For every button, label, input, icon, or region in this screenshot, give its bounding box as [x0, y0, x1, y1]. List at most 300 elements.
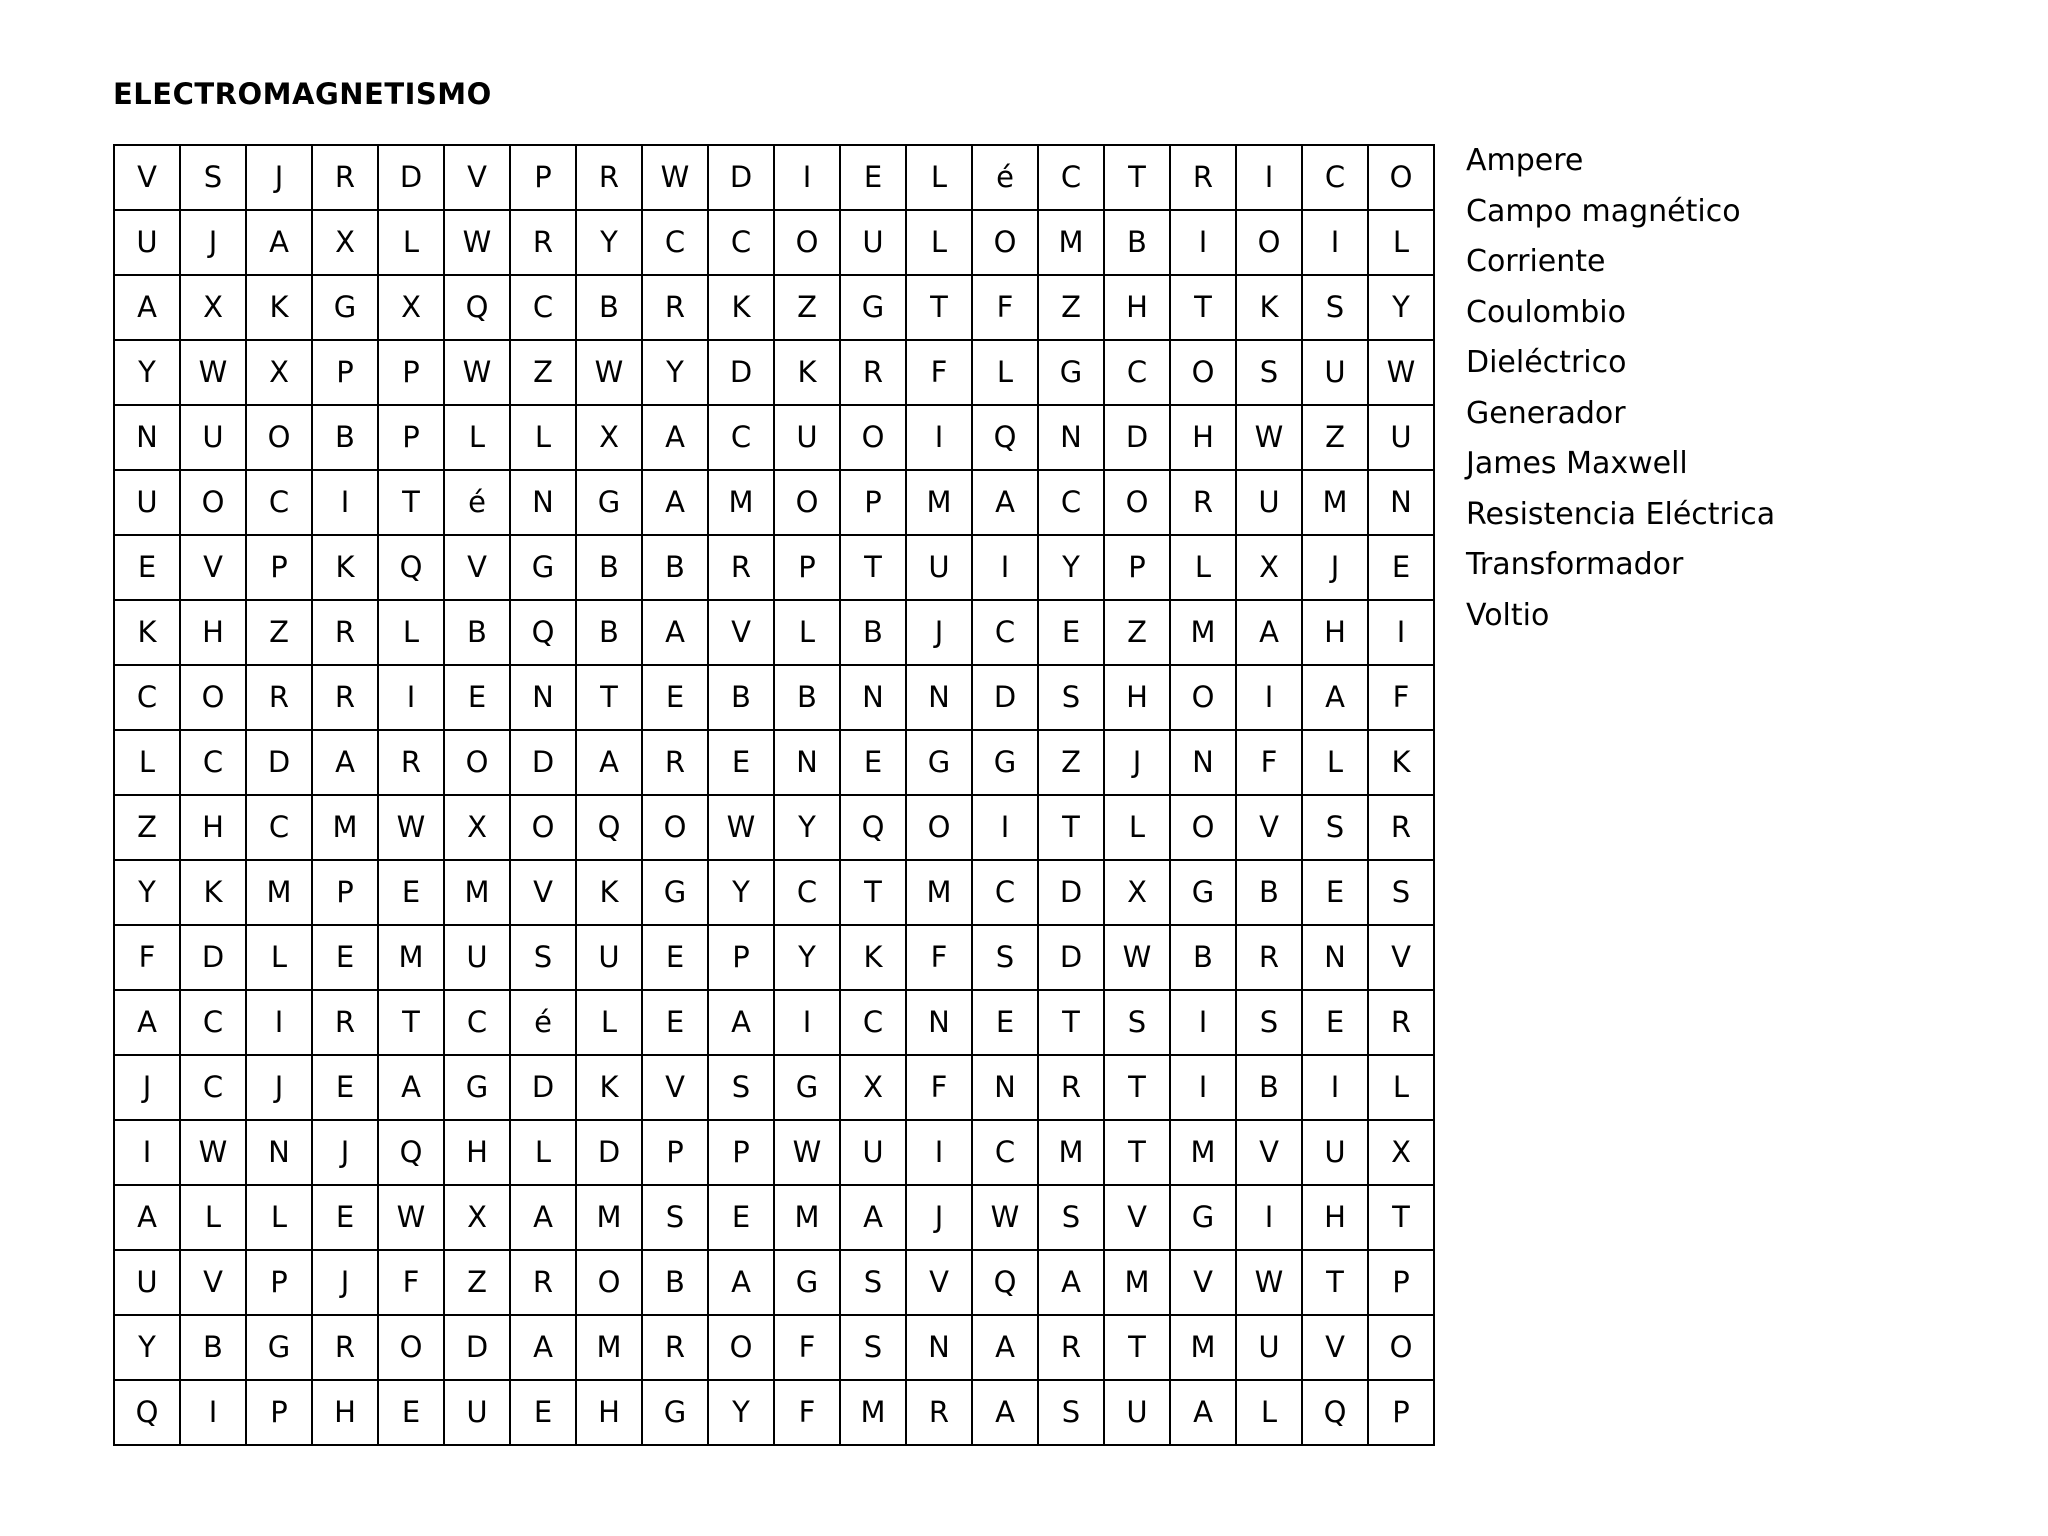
grid-cell: O	[1236, 210, 1302, 275]
grid-cell: N	[774, 730, 840, 795]
grid-row	[114, 405, 1434, 470]
grid-cell: K	[840, 925, 906, 990]
grid-cell: K	[1368, 730, 1434, 795]
grid-cell: T	[1038, 795, 1104, 860]
grid-cell: C	[774, 860, 840, 925]
grid-row	[114, 145, 1434, 210]
grid-cell: Y	[114, 1315, 180, 1380]
grid-cell: F	[1368, 665, 1434, 730]
grid-cell: N	[840, 665, 906, 730]
grid-cell: O	[1104, 470, 1170, 535]
word-list-item: Dieléctrico	[1466, 345, 1627, 380]
grid-cell: Z	[774, 275, 840, 340]
grid-cell: A	[972, 470, 1038, 535]
grid-cell: A	[1302, 665, 1368, 730]
grid-cell: M	[378, 925, 444, 990]
grid-cell: I	[1368, 600, 1434, 665]
grid-cell: H	[1104, 665, 1170, 730]
grid-cell: E	[1302, 860, 1368, 925]
grid-cell: L	[378, 600, 444, 665]
grid-cell: G	[246, 1315, 312, 1380]
grid-cell: B	[774, 665, 840, 730]
grid-cell: R	[642, 730, 708, 795]
grid-cell: H	[1104, 275, 1170, 340]
grid-cell: Y	[1038, 535, 1104, 600]
grid-row	[114, 535, 1434, 600]
word-list-item: Campo magnético	[1466, 193, 1741, 229]
grid-cell: H	[1170, 405, 1236, 470]
grid-cell: U	[774, 405, 840, 470]
grid-cell: B	[576, 600, 642, 665]
grid-cell: R	[246, 665, 312, 730]
grid-cell: G	[1170, 860, 1236, 925]
grid-cell: V	[180, 1250, 246, 1315]
grid-row	[114, 730, 1434, 795]
grid-cell: R	[840, 340, 906, 405]
grid-cell: X	[576, 405, 642, 470]
grid-cell: C	[180, 1055, 246, 1120]
grid-cell: V	[1236, 795, 1302, 860]
grid-cell: D	[576, 1120, 642, 1185]
grid-cell: F	[906, 340, 972, 405]
grid-cell: W	[444, 340, 510, 405]
grid-cell: N	[1038, 405, 1104, 470]
grid-cell: R	[312, 145, 378, 210]
grid-cell: Y	[1368, 275, 1434, 340]
grid-cell: P	[378, 340, 444, 405]
grid-cell: E	[312, 925, 378, 990]
grid-cell: E	[114, 535, 180, 600]
grid-cell: W	[972, 1185, 1038, 1250]
grid-cell: F	[972, 275, 1038, 340]
grid-cell: A	[378, 1055, 444, 1120]
grid-cell: B	[444, 600, 510, 665]
grid-cell: O	[708, 1315, 774, 1380]
grid-cell: R	[642, 275, 708, 340]
grid-cell: R	[1236, 925, 1302, 990]
grid-cell: Z	[444, 1250, 510, 1315]
grid-cell: G	[972, 730, 1038, 795]
grid-cell: A	[708, 1250, 774, 1315]
grid-cell: Z	[114, 795, 180, 860]
grid-cell: E	[378, 1380, 444, 1445]
grid-cell: N	[510, 665, 576, 730]
grid-cell: Z	[1038, 730, 1104, 795]
grid-cell: E	[1368, 535, 1434, 600]
grid-cell: O	[840, 405, 906, 470]
grid-cell: Y	[642, 340, 708, 405]
grid-cell: L	[1368, 210, 1434, 275]
grid-cell: G	[1170, 1185, 1236, 1250]
grid-cell: R	[642, 1315, 708, 1380]
grid-cell: M	[840, 1380, 906, 1445]
grid-cell: E	[642, 665, 708, 730]
grid-cell: R	[312, 665, 378, 730]
grid-cell: Q	[1302, 1380, 1368, 1445]
grid-cell: N	[972, 1055, 1038, 1120]
grid-row	[114, 795, 1434, 860]
grid-cell: S	[1368, 860, 1434, 925]
grid-cell: B	[576, 275, 642, 340]
grid-cell: O	[972, 210, 1038, 275]
grid-cell: V	[1236, 1120, 1302, 1185]
grid-cell: A	[312, 730, 378, 795]
grid-cell: W	[378, 1185, 444, 1250]
grid-row	[114, 925, 1434, 990]
grid-cell: U	[1368, 405, 1434, 470]
grid-cell: P	[246, 1380, 312, 1445]
grid-cell: D	[708, 340, 774, 405]
grid-cell: L	[378, 210, 444, 275]
grid-cell: S	[1236, 990, 1302, 1055]
grid-cell: W	[444, 210, 510, 275]
grid-cell: C	[972, 860, 1038, 925]
grid-row	[114, 210, 1434, 275]
grid-cell: I	[1236, 665, 1302, 730]
grid-cell: V	[1302, 1315, 1368, 1380]
grid-cell: S	[840, 1315, 906, 1380]
word-list-item: Generador	[1466, 395, 1626, 431]
grid-cell: L	[444, 405, 510, 470]
grid-cell: M	[1170, 1120, 1236, 1185]
grid-cell: Q	[576, 795, 642, 860]
grid-cell: P	[708, 1120, 774, 1185]
grid-cell: C	[510, 275, 576, 340]
grid-cell: R	[1368, 795, 1434, 860]
grid-cell: O	[1368, 145, 1434, 210]
word-list-item: Ampere	[1466, 143, 1584, 178]
grid-row	[114, 1120, 1434, 1185]
grid-cell: C	[444, 990, 510, 1055]
grid-cell: D	[1104, 405, 1170, 470]
grid-cell: L	[774, 600, 840, 665]
grid-cell: U	[840, 210, 906, 275]
grid-cell: V	[114, 145, 180, 210]
grid-cell: T	[1170, 275, 1236, 340]
grid-cell: P	[708, 925, 774, 990]
grid-cell: B	[1236, 860, 1302, 925]
grid-cell: E	[1038, 600, 1104, 665]
grid-cell: P	[774, 535, 840, 600]
grid-cell: G	[840, 275, 906, 340]
grid-cell: G	[1038, 340, 1104, 405]
grid-cell: M	[1104, 1250, 1170, 1315]
grid-cell: M	[576, 1315, 642, 1380]
grid-cell: N	[906, 990, 972, 1055]
grid-cell: J	[180, 210, 246, 275]
grid-cell: L	[1302, 730, 1368, 795]
grid-cell: S	[1038, 665, 1104, 730]
grid-row	[114, 470, 1434, 535]
grid-cell: T	[906, 275, 972, 340]
grid-cell: M	[1170, 1315, 1236, 1380]
grid-cell: P	[1368, 1380, 1434, 1445]
grid-cell: G	[642, 860, 708, 925]
grid-cell: A	[510, 1185, 576, 1250]
grid-cell: M	[774, 1185, 840, 1250]
grid-cell: R	[906, 1380, 972, 1445]
grid-cell: R	[312, 1315, 378, 1380]
grid-cell: L	[972, 340, 1038, 405]
grid-cell: Y	[708, 1380, 774, 1445]
grid-cell: O	[444, 730, 510, 795]
grid-cell: X	[378, 275, 444, 340]
grid-cell: D	[444, 1315, 510, 1380]
grid-cell: P	[378, 405, 444, 470]
grid-row	[114, 275, 1434, 340]
grid-cell: T	[1104, 145, 1170, 210]
grid-cell: V	[906, 1250, 972, 1315]
grid-cell: M	[906, 860, 972, 925]
grid-cell: P	[840, 470, 906, 535]
grid-cell: J	[114, 1055, 180, 1120]
grid-cell: P	[312, 340, 378, 405]
grid-cell: O	[378, 1315, 444, 1380]
grid-cell: M	[444, 860, 510, 925]
grid-cell: K	[312, 535, 378, 600]
grid-cell: V	[1104, 1185, 1170, 1250]
grid-cell: G	[774, 1055, 840, 1120]
grid-cell: é	[444, 470, 510, 535]
grid-cell: F	[378, 1250, 444, 1315]
grid-row	[114, 600, 1434, 665]
grid-cell: O	[1170, 665, 1236, 730]
grid-cell: L	[114, 730, 180, 795]
grid-cell: A	[972, 1380, 1038, 1445]
grid-cell: B	[708, 665, 774, 730]
grid-cell: Q	[972, 405, 1038, 470]
grid-cell: X	[312, 210, 378, 275]
grid-cell: I	[1236, 145, 1302, 210]
page-title: ELECTROMAGNETISMO	[113, 77, 492, 111]
word-list-item: Resistencia Eléctrica	[1466, 496, 1776, 532]
grid-cell: R	[312, 990, 378, 1055]
grid-cell: M	[906, 470, 972, 535]
grid-cell: E	[708, 1185, 774, 1250]
grid-cell: A	[1170, 1380, 1236, 1445]
grid-cell: A	[1236, 600, 1302, 665]
grid-cell: R	[378, 730, 444, 795]
grid-cell: J	[246, 1055, 312, 1120]
grid-cell: M	[1038, 1120, 1104, 1185]
grid-cell: D	[510, 730, 576, 795]
grid-cell: I	[1302, 210, 1368, 275]
grid-cell: E	[1302, 990, 1368, 1055]
grid-cell: O	[576, 1250, 642, 1315]
grid-cell: C	[246, 470, 312, 535]
grid-cell: F	[114, 925, 180, 990]
grid-cell: S	[1236, 340, 1302, 405]
grid-row	[114, 1315, 1434, 1380]
grid-cell: M	[576, 1185, 642, 1250]
grid-cell: N	[246, 1120, 312, 1185]
grid-cell: Y	[114, 860, 180, 925]
grid-cell: S	[972, 925, 1038, 990]
grid-cell: X	[246, 340, 312, 405]
grid-cell: M	[708, 470, 774, 535]
grid-cell: A	[972, 1315, 1038, 1380]
grid-cell: C	[1104, 340, 1170, 405]
grid-cell: Y	[774, 925, 840, 990]
grid-cell: B	[180, 1315, 246, 1380]
grid-cell: R	[708, 535, 774, 600]
grid-cell: é	[972, 145, 1038, 210]
grid-cell: C	[708, 405, 774, 470]
grid-cell: C	[972, 1120, 1038, 1185]
grid-cell: I	[246, 990, 312, 1055]
grid-cell: C	[180, 730, 246, 795]
grid-cell: R	[1038, 1315, 1104, 1380]
grid-cell: G	[444, 1055, 510, 1120]
grid-cell: T	[840, 535, 906, 600]
grid-cell: C	[180, 990, 246, 1055]
grid-cell: Y	[774, 795, 840, 860]
grid-cell: W	[180, 340, 246, 405]
grid-cell: P	[1104, 535, 1170, 600]
grid-cell: N	[1368, 470, 1434, 535]
grid-cell: W	[576, 340, 642, 405]
grid-cell: S	[1038, 1185, 1104, 1250]
grid-cell: O	[246, 405, 312, 470]
grid-cell: D	[246, 730, 312, 795]
grid-cell: M	[246, 860, 312, 925]
grid-cell: G	[642, 1380, 708, 1445]
grid-cell: S	[1104, 990, 1170, 1055]
grid-cell: U	[114, 470, 180, 535]
word-list-item: Corriente	[1466, 244, 1606, 279]
grid-cell: M	[1302, 470, 1368, 535]
grid-cell: W	[1236, 1250, 1302, 1315]
grid-cell: V	[444, 535, 510, 600]
grid-cell: Z	[1038, 275, 1104, 340]
grid-cell: M	[1170, 600, 1236, 665]
grid-cell: G	[312, 275, 378, 340]
grid-cell: N	[906, 1315, 972, 1380]
grid-cell: S	[708, 1055, 774, 1120]
grid-cell: C	[972, 600, 1038, 665]
grid-cell: U	[180, 405, 246, 470]
grid-cell: L	[1236, 1380, 1302, 1445]
grid-cell: E	[510, 1380, 576, 1445]
grid-cell: R	[1170, 470, 1236, 535]
grid-cell: A	[1038, 1250, 1104, 1315]
grid-cell: I	[114, 1120, 180, 1185]
grid-cell: T	[576, 665, 642, 730]
grid-cell: J	[1302, 535, 1368, 600]
grid-cell: D	[1038, 860, 1104, 925]
grid-cell: F	[774, 1315, 840, 1380]
grid-cell: O	[774, 210, 840, 275]
grid-cell: V	[180, 535, 246, 600]
grid-cell: V	[444, 145, 510, 210]
grid-cell: J	[312, 1250, 378, 1315]
grid-cell: E	[312, 1055, 378, 1120]
grid-cell: D	[1038, 925, 1104, 990]
grid-cell: é	[510, 990, 576, 1055]
grid-cell: Q	[510, 600, 576, 665]
grid-cell: H	[312, 1380, 378, 1445]
grid-cell: Z	[246, 600, 312, 665]
grid-cell: U	[1236, 1315, 1302, 1380]
grid-cell: C	[1038, 470, 1104, 535]
grid-cell: D	[972, 665, 1038, 730]
grid-cell: A	[642, 600, 708, 665]
grid-cell: U	[906, 535, 972, 600]
word-list-item: Transformador	[1466, 547, 1684, 582]
grid-cell: I	[906, 405, 972, 470]
grid-cell: I	[180, 1380, 246, 1445]
grid-cell: R	[510, 210, 576, 275]
grid-cell: T	[1368, 1185, 1434, 1250]
grid-cell: T	[378, 470, 444, 535]
grid-cell: N	[1302, 925, 1368, 990]
grid-cell: U	[840, 1120, 906, 1185]
grid-cell: Y	[708, 860, 774, 925]
grid-cell: X	[180, 275, 246, 340]
grid-cell: Q	[840, 795, 906, 860]
grid-cell: T	[1104, 1055, 1170, 1120]
grid-cell: I	[1170, 990, 1236, 1055]
grid-cell: C	[1302, 145, 1368, 210]
grid-cell: S	[180, 145, 246, 210]
grid-cell: P	[1368, 1250, 1434, 1315]
grid-cell: E	[642, 925, 708, 990]
grid-cell: R	[1170, 145, 1236, 210]
grid-cell: U	[1302, 1120, 1368, 1185]
grid-cell: T	[1104, 1120, 1170, 1185]
grid-cell: P	[642, 1120, 708, 1185]
grid-cell: E	[444, 665, 510, 730]
grid-cell: S	[1038, 1380, 1104, 1445]
grid-cell: D	[708, 145, 774, 210]
grid-cell: J	[1104, 730, 1170, 795]
grid-row	[114, 1055, 1434, 1120]
grid-cell: L	[510, 1120, 576, 1185]
grid-cell: M	[312, 795, 378, 860]
grid-cell: C	[1038, 145, 1104, 210]
grid-cell: L	[1170, 535, 1236, 600]
grid-cell: W	[642, 145, 708, 210]
grid-cell: K	[114, 600, 180, 665]
grid-cell: I	[312, 470, 378, 535]
grid-cell: A	[642, 470, 708, 535]
grid-cell: G	[576, 470, 642, 535]
grid-cell: W	[180, 1120, 246, 1185]
grid-cell: T	[840, 860, 906, 925]
grid-cell: E	[972, 990, 1038, 1055]
grid-cell: E	[840, 730, 906, 795]
grid-cell: C	[840, 990, 906, 1055]
grid-cell: C	[114, 665, 180, 730]
grid-cell: C	[246, 795, 312, 860]
grid-cell: M	[1038, 210, 1104, 275]
grid-cell: I	[1236, 1185, 1302, 1250]
grid-cell: L	[906, 210, 972, 275]
grid-cell: U	[1104, 1380, 1170, 1445]
grid-cell: Q	[972, 1250, 1038, 1315]
grid-cell: K	[180, 860, 246, 925]
grid-cell: U	[444, 925, 510, 990]
grid-cell: V	[642, 1055, 708, 1120]
grid-cell: H	[1302, 1185, 1368, 1250]
grid-cell: S	[1302, 275, 1368, 340]
grid-row	[114, 990, 1434, 1055]
grid-cell: N	[906, 665, 972, 730]
grid-row	[114, 860, 1434, 925]
grid-cell: I	[774, 145, 840, 210]
grid-cell: B	[312, 405, 378, 470]
grid-cell: I	[1302, 1055, 1368, 1120]
